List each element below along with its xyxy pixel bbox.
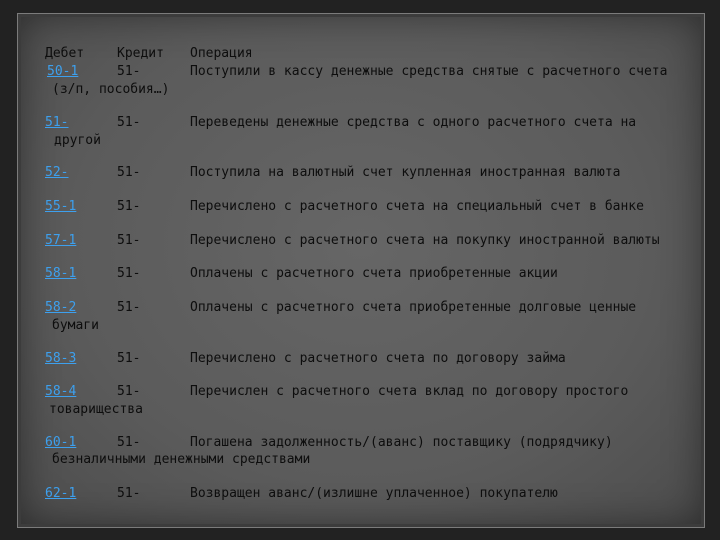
operation-text: Перечислен с расчетного счета вклад по договору простого bbox=[190, 384, 629, 399]
operation-text-cont: безналичными денежными средствами bbox=[52, 452, 311, 467]
debit-account-link[interactable]: 57-1 bbox=[45, 233, 77, 248]
operation-text: Оплачены с расчетного счета приобретенные акции bbox=[190, 266, 558, 281]
operation-text: Возвращен аванс/(излишне уплаченное) покупателю bbox=[190, 486, 558, 501]
operation-text-cont: товарищества bbox=[49, 402, 143, 417]
credit-account: 51- bbox=[117, 266, 141, 281]
debit-account-link[interactable]: 58-2 bbox=[45, 300, 77, 315]
debit-account-link[interactable]: 58-1 bbox=[45, 266, 77, 281]
header-debit: Дебет bbox=[45, 46, 85, 61]
operation-text: Перечислено с расчетного счета на специальный счет в банке bbox=[190, 199, 644, 214]
operation-text: Переведены денежные средства с одного расчетного счета на bbox=[190, 115, 637, 130]
operation-text: Погашена задолженность/(аванс) поставщику (подрядчику) bbox=[190, 435, 613, 450]
credit-account: 51- bbox=[117, 115, 141, 130]
debit-account-link[interactable]: 55-1 bbox=[45, 199, 77, 214]
operation-text: Оплачены с расчетного счета приобретенные долговые ценные bbox=[190, 300, 637, 315]
credit-account: 51- bbox=[117, 435, 141, 450]
credit-account: 51- bbox=[117, 233, 141, 248]
credit-account: 51- bbox=[117, 384, 141, 399]
credit-account: 51- bbox=[117, 300, 141, 315]
operation-text: Перечислено с расчетного счета по договору займа bbox=[190, 351, 566, 366]
credit-account: 51- bbox=[117, 486, 141, 501]
debit-account-link[interactable]: 50-1 bbox=[47, 64, 79, 79]
debit-account-link[interactable]: 58-4 bbox=[45, 384, 77, 399]
debit-account-link[interactable]: 58-3 bbox=[45, 351, 77, 366]
operation-text: Поступила на валютный счет купленная иностранная валюта bbox=[190, 165, 621, 180]
credit-account: 51- bbox=[117, 199, 141, 214]
operation-text-cont: другой bbox=[54, 133, 101, 148]
debit-account-link[interactable]: 62-1 bbox=[45, 486, 77, 501]
credit-account: 51- bbox=[117, 165, 141, 180]
header-credit: Кредит bbox=[117, 46, 164, 61]
operation-text: Поступили в кассу денежные средства снятые с расчетного счета bbox=[190, 64, 668, 79]
debit-account-link[interactable]: 51- bbox=[45, 115, 69, 130]
operation-text-cont: бумаги bbox=[52, 318, 99, 333]
slide bbox=[17, 13, 705, 528]
debit-account-link[interactable]: 52- bbox=[45, 165, 69, 180]
debit-account-link[interactable]: 60-1 bbox=[45, 435, 77, 450]
credit-account: 51- bbox=[117, 64, 141, 79]
credit-account: 51- bbox=[117, 351, 141, 366]
operation-text: Перечислено с расчетного счета на покупку иностранной валюты bbox=[190, 233, 660, 248]
header-operation: Операция bbox=[190, 46, 253, 61]
operation-text-cont: (з/п, пособия…) bbox=[52, 82, 170, 97]
